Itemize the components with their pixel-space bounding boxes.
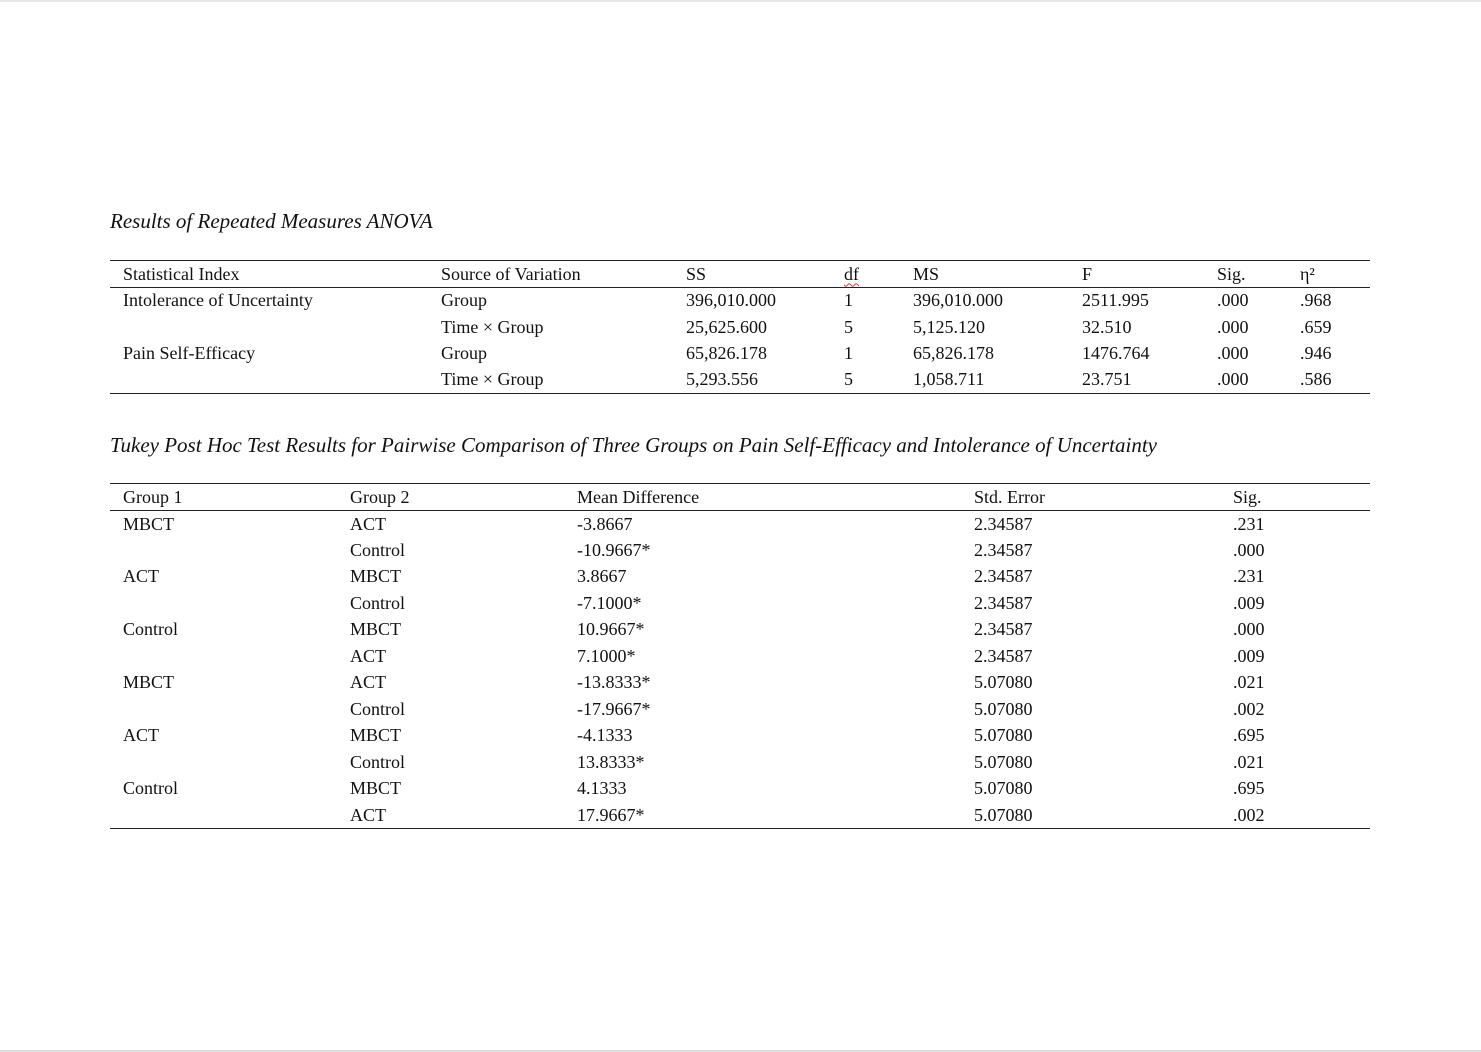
cell-df: 5 [844, 316, 853, 337]
cell-source: Group [441, 290, 487, 311]
tukey-header-row [110, 484, 1370, 511]
table-row [110, 617, 1370, 644]
cell-sig: .000 [1217, 316, 1249, 337]
cell-mean-difference: 13.8333* [577, 751, 645, 772]
cell-index [110, 367, 428, 393]
cell-ss: 396,010.000 [686, 290, 776, 311]
cell-group-1 [110, 643, 337, 670]
header-df-label: df [844, 263, 859, 284]
cell-group-1: ACT [123, 566, 159, 587]
cell-ms: 65,826.178 [913, 342, 994, 363]
cell-ss: 25,625.600 [686, 316, 767, 337]
cell-eta: .968 [1300, 290, 1332, 311]
header-eta-squared: η² [1287, 261, 1370, 288]
cell-mean-difference: 4.1333 [577, 778, 627, 799]
cell-group-1: MBCT [123, 513, 175, 534]
cell-mean-difference: 7.1000* [577, 645, 636, 666]
header-df [831, 261, 900, 288]
table-row [110, 590, 1370, 617]
cell-sig: .231 [1233, 566, 1265, 587]
cell-std-error: 2.34587 [974, 539, 1033, 560]
cell-sig: .231 [1233, 513, 1265, 534]
cell-mean-difference: -10.9667* [577, 539, 651, 560]
cell-group-1: Control [123, 619, 179, 640]
cell-mean-difference: 10.9667* [577, 619, 645, 640]
cell-ms: 396,010.000 [913, 290, 1003, 311]
table-row [110, 314, 1370, 340]
table-row [110, 749, 1370, 776]
page-top-edge [0, 0, 1481, 2]
cell-f: 2511.995 [1082, 290, 1149, 311]
cell-group-2: ACT [350, 672, 386, 693]
anova-table [110, 260, 1370, 394]
cell-sig: .695 [1233, 778, 1265, 799]
cell-std-error: 5.07080 [974, 698, 1033, 719]
cell-df: 5 [831, 367, 900, 393]
cell-group-1: Control [123, 778, 179, 799]
cell-group-1 [110, 749, 337, 776]
cell-group-2: ACT [337, 802, 564, 829]
cell-sig: .002 [1220, 802, 1370, 829]
cell-ms: 5,125.120 [913, 316, 985, 337]
cell-df: 1 [844, 290, 853, 311]
cell-mean-difference: -13.8333* [577, 672, 651, 693]
tukey-table-caption: Tukey Post Hoc Test Results for Pairwise Comparison of Three Groups on Pain Self-Efficacy and Intolerance of Uncertainty [110, 433, 1157, 457]
cell-group-1 [110, 802, 337, 829]
header-ms: MS [900, 261, 1069, 288]
cell-f: 32.510 [1082, 316, 1132, 337]
cell-index: Intolerance of Uncertainty [123, 290, 313, 311]
tukey-table [110, 483, 1370, 829]
cell-group-2: ACT [350, 513, 386, 534]
cell-group-1 [110, 696, 337, 723]
table-row [110, 288, 1370, 314]
cell-group-1 [110, 537, 337, 564]
cell-mean-difference: 17.9667* [564, 802, 961, 829]
cell-ms: 1,058.711 [900, 367, 1069, 393]
cell-group-2: MBCT [350, 725, 402, 746]
cell-sig: .000 [1217, 342, 1249, 363]
cell-sig: .000 [1233, 619, 1265, 640]
cell-ss: 65,826.178 [686, 342, 767, 363]
cell-index [110, 314, 428, 340]
cell-std-error: 2.34587 [974, 566, 1033, 587]
cell-mean-difference: -4.1333 [577, 725, 633, 746]
cell-mean-difference: -7.1000* [577, 592, 642, 613]
cell-std-error: 5.07080 [974, 672, 1033, 693]
table-row [110, 537, 1370, 564]
cell-sig: .000 [1204, 367, 1287, 393]
header-statistical-index: Statistical Index [110, 261, 428, 288]
cell-sig: .002 [1233, 698, 1265, 719]
cell-sig: .021 [1233, 751, 1265, 772]
cell-mean-difference: -17.9667* [577, 698, 651, 719]
cell-source: Group [441, 342, 487, 363]
cell-eta: .659 [1300, 316, 1332, 337]
table-row [110, 802, 1370, 829]
anova-table-caption: Results of Repeated Measures ANOVA [110, 209, 433, 233]
cell-group-2: MBCT [350, 619, 402, 640]
cell-mean-difference: -3.8667 [577, 513, 633, 534]
cell-eta: .586 [1287, 367, 1370, 393]
header-sig: Sig. [1204, 261, 1287, 288]
anova-header-row [110, 261, 1370, 288]
cell-group-2: MBCT [350, 566, 402, 587]
header-source-of-variation: Source of Variation [428, 261, 673, 288]
cell-mean-difference: 3.8667 [577, 566, 627, 587]
cell-index: Pain Self-Efficacy [123, 342, 256, 363]
table-row [110, 511, 1370, 538]
cell-source: Time × Group [428, 367, 673, 393]
table-row [110, 367, 1370, 393]
header-sig: Sig. [1220, 484, 1370, 511]
table-row [110, 564, 1370, 591]
cell-group-2: Control [350, 751, 406, 772]
header-group-1: Group 1 [110, 484, 337, 511]
cell-sig: .695 [1233, 725, 1265, 746]
cell-std-error: 2.34587 [974, 592, 1033, 613]
cell-group-2: ACT [350, 645, 386, 666]
header-group-2: Group 2 [337, 484, 564, 511]
cell-group-1 [110, 590, 337, 617]
cell-std-error: 2.34587 [974, 645, 1033, 666]
table-row [110, 776, 1370, 803]
table-row [110, 643, 1370, 670]
table-row [110, 696, 1370, 723]
cell-std-error: 5.07080 [961, 802, 1220, 829]
cell-std-error: 2.34587 [974, 513, 1033, 534]
cell-group-2: Control [350, 539, 406, 560]
cell-group-2: Control [350, 592, 406, 613]
table-row [110, 340, 1370, 366]
cell-f: 23.751 [1069, 367, 1204, 393]
header-f: F [1069, 261, 1204, 288]
cell-sig: .021 [1233, 672, 1265, 693]
cell-sig: .000 [1233, 539, 1265, 560]
cell-group-2: Control [350, 698, 406, 719]
cell-eta: .946 [1300, 342, 1332, 363]
cell-sig: .009 [1233, 645, 1265, 666]
cell-std-error: 2.34587 [974, 619, 1033, 640]
cell-df: 1 [844, 342, 853, 363]
cell-group-1: MBCT [123, 672, 175, 693]
header-ss: SS [673, 261, 831, 288]
header-mean-difference: Mean Difference [564, 484, 961, 511]
cell-source: Time × Group [441, 316, 544, 337]
cell-std-error: 5.07080 [974, 778, 1033, 799]
cell-sig: .000 [1217, 290, 1249, 311]
header-std-error: Std. Error [961, 484, 1220, 511]
cell-group-1: ACT [123, 725, 159, 746]
cell-std-error: 5.07080 [974, 725, 1033, 746]
cell-sig: .009 [1233, 592, 1265, 613]
table-row [110, 723, 1370, 750]
cell-f: 1476.764 [1082, 342, 1150, 363]
cell-group-2: MBCT [350, 778, 402, 799]
cell-ss: 5,293.556 [673, 367, 831, 393]
table-row [110, 670, 1370, 697]
cell-std-error: 5.07080 [974, 751, 1033, 772]
